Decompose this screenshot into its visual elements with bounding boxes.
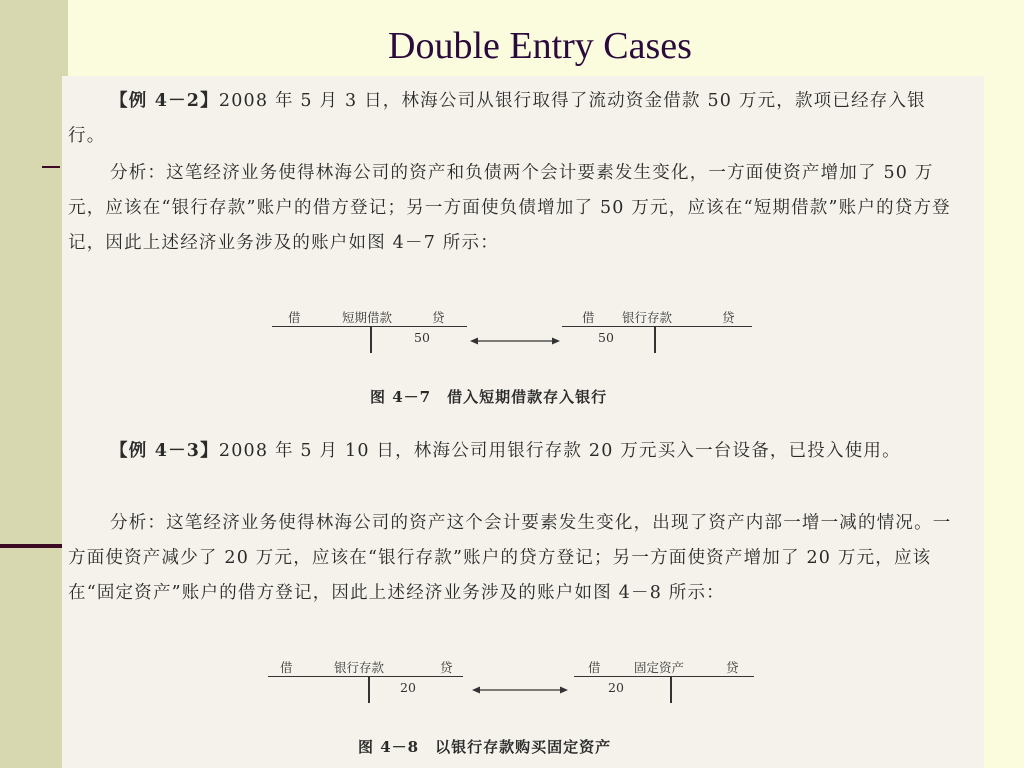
t-account-short-term-loans (272, 306, 467, 350)
credit-label: 贷 (722, 310, 735, 325)
bullet-dash (42, 166, 60, 168)
account-name: 银行存款 (334, 660, 385, 675)
slide-title: Double Entry Cases (388, 25, 692, 67)
debit-label: 借 (288, 310, 301, 325)
t-account-stem (368, 677, 370, 703)
figure-4-8-caption: 图 4－8 以银行存款购买固定资产 (358, 738, 612, 756)
example-4-3-analysis: 分析：这笔经济业务使得林海公司的资产这个会计要素发生变化，出现了资产内部一增一减的情况。一方面使资产减少了 20 万元，应该在“银行存款”账户的贷方登记；另一方面使资产增加了 20 万元，应该在“固定资产”账户的借方登记，因此上述经济业务涉及的账户如图 4－8 所示： (68, 513, 952, 603)
example-4-2-heading: 【例 4－2】 (110, 91, 219, 111)
example-4-2-statement (68, 84, 958, 154)
accent-rule (0, 544, 62, 548)
debit-label: 借 (588, 660, 601, 675)
scanned-textbook-page (62, 76, 984, 768)
debit-label: 借 (280, 660, 293, 675)
t-account-bank-deposits (562, 306, 752, 350)
example-4-3-heading: 【例 4－3】 (110, 441, 219, 461)
example-4-2-text: 2008 年 5 月 3 日，林海公司从银行取得了流动资金借款 50 万元，款项已经存入银行。 (68, 91, 926, 146)
transfer-arrow-2 (472, 685, 568, 695)
side-band (0, 0, 68, 768)
credit-label: 贷 (432, 310, 445, 325)
transfer-arrow (470, 336, 560, 346)
account-name: 固定资产 (634, 660, 685, 675)
credit-value: 20 (400, 680, 416, 695)
t-account-bank-deposits-2 (268, 656, 463, 700)
credit-label: 贷 (726, 660, 739, 675)
figure-4-7-caption: 图 4－7 借入短期借款存入银行 (370, 388, 608, 406)
example-4-3-text: 2008 年 5 月 10 日，林海公司用银行存款 20 万元买入一台设备，已投入使用。 (218, 441, 901, 461)
t-account-stem (670, 677, 672, 703)
credit-label: 贷 (440, 660, 453, 675)
account-name: 短期借款 (342, 310, 393, 325)
t-account-stem (654, 327, 656, 353)
account-name: 银行存款 (622, 310, 673, 325)
example-4-3-statement (68, 434, 958, 469)
credit-value: 50 (414, 330, 430, 345)
debit-label: 借 (582, 310, 595, 325)
example-4-2-analysis: 分析：这笔经济业务使得林海公司的资产和负债两个会计要素发生变化，一方面使资产增加了 50 万元，应该在“银行存款”账户的借方登记；另一方面使负债增加了 50 万元，应该在“短期借款”账户的贷方登记，因此上述经济业务涉及的账户如图 4－7 所示： (68, 163, 951, 253)
debit-value: 50 (598, 330, 614, 345)
t-account-stem (370, 327, 372, 353)
t-account-fixed-assets (574, 656, 754, 700)
debit-value: 20 (608, 680, 624, 695)
